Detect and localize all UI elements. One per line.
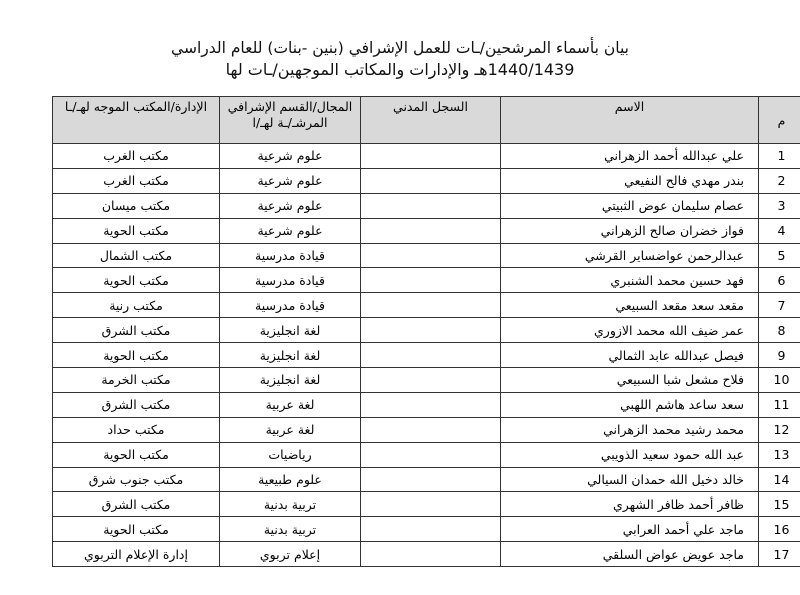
row-field: علوم شرعية <box>220 218 361 243</box>
table-row <box>53 417 800 442</box>
row-civil-record <box>361 243 501 268</box>
table-row <box>53 168 800 193</box>
table-row <box>53 193 800 218</box>
row-num: 10 <box>759 368 800 393</box>
table-row <box>53 368 800 393</box>
row-num: 1 <box>759 144 800 169</box>
row-civil-record <box>361 168 501 193</box>
table-row <box>53 442 800 467</box>
table-row <box>53 318 800 343</box>
row-field: إعلام تربوي <box>220 542 361 567</box>
row-num: 12 <box>759 417 800 442</box>
row-field: قيادة مدرسية <box>220 243 361 268</box>
row-office: إدارة الإعلام التربوي <box>53 542 220 567</box>
row-num: 7 <box>759 293 800 318</box>
table-row <box>53 392 800 417</box>
header-name: الاسم <box>501 97 759 144</box>
row-name: عمر ضيف الله محمد الازوري <box>501 318 759 343</box>
row-field: تربية بدنية <box>220 492 361 517</box>
row-civil-record <box>361 343 501 368</box>
row-field: علوم طبيعية <box>220 467 361 492</box>
row-name: بندر مهدي فالح النفيعي <box>501 168 759 193</box>
row-civil-record <box>361 193 501 218</box>
row-name: فواز خضران صالح الزهراني <box>501 218 759 243</box>
row-name: مقعد سعد مقعد السبيعي <box>501 293 759 318</box>
row-num: 9 <box>759 343 800 368</box>
row-office: مكتب الشمال <box>53 243 220 268</box>
row-field: لغة عربية <box>220 392 361 417</box>
row-office: مكتب الحوية <box>53 517 220 542</box>
row-num: 13 <box>759 442 800 467</box>
document-title <box>150 38 650 80</box>
row-field: لغة انجليزية <box>220 368 361 393</box>
row-num: 5 <box>759 243 800 268</box>
table-row <box>53 243 800 268</box>
row-office: مكتب الغرب <box>53 168 220 193</box>
row-field: تربية بدنية <box>220 517 361 542</box>
header-field: المجال/القسم الإشرافي المرشـ/ـة لهـ/ا <box>220 97 361 144</box>
row-office: مكتب الغرب <box>53 144 220 169</box>
table-row <box>53 268 800 293</box>
row-name: عصام سليمان عوض الثبيتي <box>501 193 759 218</box>
table-body <box>53 144 800 567</box>
row-name: ماجد علي أحمد العرابي <box>501 517 759 542</box>
header-row <box>53 97 800 144</box>
row-num: 6 <box>759 268 800 293</box>
row-field: لغة انجليزية <box>220 318 361 343</box>
row-civil-record <box>361 417 501 442</box>
row-office: مكتب الشرق <box>53 318 220 343</box>
row-num: 16 <box>759 517 800 542</box>
row-civil-record <box>361 442 501 467</box>
row-num: 15 <box>759 492 800 517</box>
table-row <box>53 542 800 567</box>
row-num: 8 <box>759 318 800 343</box>
row-num: 11 <box>759 392 800 417</box>
row-office: مكتب الحوية <box>53 343 220 368</box>
table-row <box>53 517 800 542</box>
row-civil-record <box>361 517 501 542</box>
row-num: 14 <box>759 467 800 492</box>
row-office: مكتب الحوية <box>53 442 220 467</box>
row-civil-record <box>361 268 501 293</box>
row-office: مكتب حداد <box>53 417 220 442</box>
row-field: علوم شرعية <box>220 144 361 169</box>
row-field: علوم شرعية <box>220 193 361 218</box>
table-header <box>53 97 800 144</box>
row-office: مكتب الشرق <box>53 492 220 517</box>
header-civil-record: السجل المدني <box>361 97 501 144</box>
row-office: مكتب الخرمة <box>53 368 220 393</box>
row-num: 3 <box>759 193 800 218</box>
row-civil-record <box>361 144 501 169</box>
row-num: 2 <box>759 168 800 193</box>
header-office: الإدارة/المكتب الموجه لهـ/ـا <box>53 97 220 144</box>
title-line-2: 1440/1439هـ والإدارات والمكاتب الموجهين/ـات لها <box>225 60 575 79</box>
table-row <box>53 492 800 517</box>
table-row <box>53 144 800 169</box>
row-name: فيصل عبدالله عابد الثمالي <box>501 343 759 368</box>
table-row <box>53 343 800 368</box>
row-field: رياضيات <box>220 442 361 467</box>
title-line-1: بيان بأسماء المرشحين/ـات للعمل الإشرافي (بنين -بنات) للعام الدراسي <box>171 39 629 57</box>
row-name: عبدالرحمن عواضساير القرشي <box>501 243 759 268</box>
row-civil-record <box>361 318 501 343</box>
row-civil-record <box>361 368 501 393</box>
row-civil-record <box>361 218 501 243</box>
table-row <box>53 218 800 243</box>
row-field: لغة عربية <box>220 417 361 442</box>
row-office: مكتب الشرق <box>53 392 220 417</box>
row-office: مكتب رنية <box>53 293 220 318</box>
row-name: فلاح مشعل شبا السبيعي <box>501 368 759 393</box>
row-office: مكتب الحوية <box>53 218 220 243</box>
row-name: سعد ساعد هاشم اللهبي <box>501 392 759 417</box>
row-name: علي عبدالله أحمد الزهراني <box>501 144 759 169</box>
row-num: 17 <box>759 542 800 567</box>
row-field: قيادة مدرسية <box>220 293 361 318</box>
row-civil-record <box>361 542 501 567</box>
row-civil-record <box>361 467 501 492</box>
row-field: قيادة مدرسية <box>220 268 361 293</box>
table-row <box>53 293 800 318</box>
header-num: م <box>759 97 800 144</box>
table-row <box>53 467 800 492</box>
row-field: لغة انجليزية <box>220 343 361 368</box>
row-name: فهد حسين محمد الشنبري <box>501 268 759 293</box>
row-name: ظافر أحمد ظافر الشهري <box>501 492 759 517</box>
row-name: ماجد عويض عواض السلقي <box>501 542 759 567</box>
row-name: عبد الله حمود سعيد الذويبي <box>501 442 759 467</box>
row-civil-record <box>361 392 501 417</box>
candidates-table <box>52 96 800 567</box>
row-office: مكتب ميسان <box>53 193 220 218</box>
row-num: 4 <box>759 218 800 243</box>
row-name: محمد رشيد محمد الزهراني <box>501 417 759 442</box>
row-civil-record <box>361 492 501 517</box>
row-office: مكتب جنوب شرق <box>53 467 220 492</box>
row-civil-record <box>361 293 501 318</box>
row-field: علوم شرعية <box>220 168 361 193</box>
row-office: مكتب الحوية <box>53 268 220 293</box>
row-name: خالد دخيل الله حمدان السيالي <box>501 467 759 492</box>
